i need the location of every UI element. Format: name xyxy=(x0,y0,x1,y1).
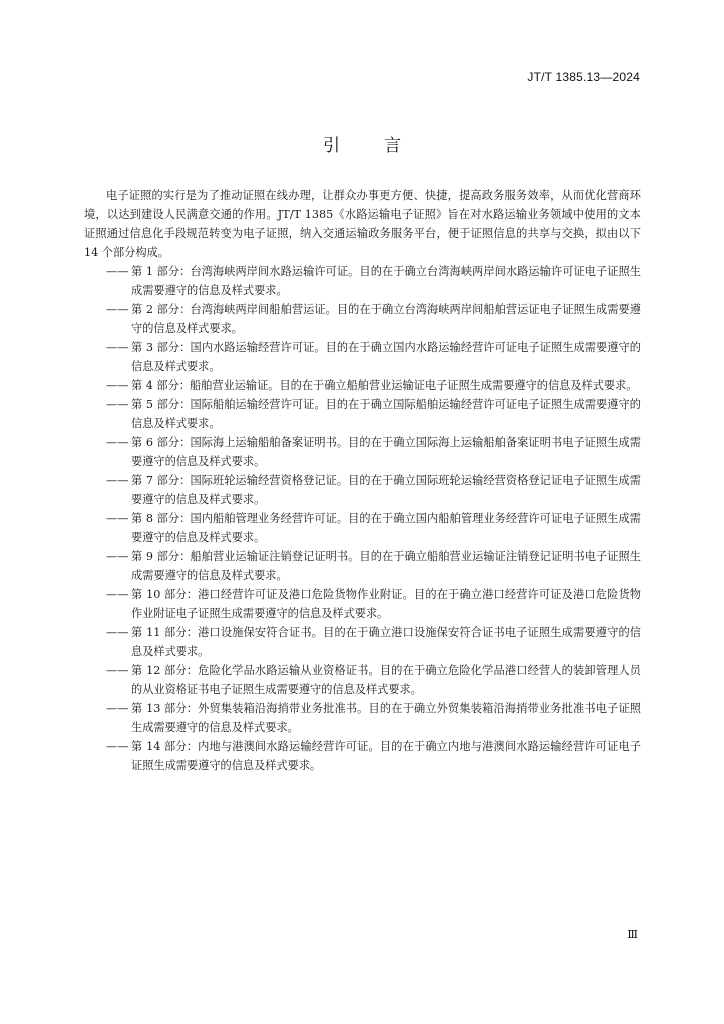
part-text: 第 5 部分：国际船舶运输经营许可证。目的在于确立国际船舶运输经营许可证电子证照生成需要遵守的信息及样式要求。 xyxy=(131,398,641,430)
list-item xyxy=(84,471,641,509)
list-item xyxy=(84,433,641,471)
dash-marker: —— xyxy=(106,626,129,639)
part-text: 第 6 部分：国际海上运输船舶备案证明书。目的在于确立国际海上运输船舶备案证明书电子证照生成需要遵守的信息及样式要求。 xyxy=(131,436,641,468)
part-text: 第 3 部分：国内水路运输经营许可证。目的在于确立国内水路运输经营许可证电子证照生成需要遵守的信息及样式要求。 xyxy=(131,341,641,373)
part-text: 第 14 部分：内地与港澳间水路运输经营许可证。目的在于确立内地与港澳间水路运输经营许可证电子证照生成需要遵守的信息及样式要求。 xyxy=(131,740,641,772)
dash-marker: —— xyxy=(106,379,129,392)
part-text: 第 1 部分：台湾海峡两岸间水路运输许可证。目的在于确立台湾海峡两岸间水路运输许可证电子证照生成需要遵守的信息及样式要求。 xyxy=(131,265,641,297)
list-item xyxy=(84,699,641,737)
dash-marker: —— xyxy=(106,588,129,601)
list-item xyxy=(84,547,641,585)
dash-marker: —— xyxy=(106,740,129,753)
list-item xyxy=(84,338,641,376)
part-text: 第 4 部分：船舶营业运输证。目的在于确立船舶营业运输证电子证照生成需要遵守的信息及样式要求。 xyxy=(131,379,638,392)
dash-marker: —— xyxy=(106,398,129,411)
list-item xyxy=(84,300,641,338)
part-text: 第 13 部分：外贸集装箱沿海捎带业务批准书。目的在于确立外贸集装箱沿海捎带业务批准书电子证照生成需要遵守的信息及样式要求。 xyxy=(131,702,641,734)
part-text: 第 9 部分：船舶营业运输证注销登记证明书。目的在于确立船舶营业运输证注销登记证明书电子证照生成需要遵守的信息及样式要求。 xyxy=(131,550,641,582)
page-title: 引言 xyxy=(323,136,445,156)
dash-marker: —— xyxy=(106,512,129,525)
dash-marker: —— xyxy=(106,550,129,563)
introduction-body xyxy=(84,186,641,775)
dash-marker: —— xyxy=(106,436,129,449)
list-item xyxy=(84,623,641,661)
list-item xyxy=(84,509,641,547)
part-text: 第 8 部分：国内船舶管理业务经营许可证。目的在于确立国内船舶管理业务经营许可证电子证照生成需要遵守的信息及样式要求。 xyxy=(131,512,641,544)
part-text: 第 12 部分：危险化学品水路运输从业资格证书。目的在于确立危险化学品港口经营人的装卸管理人员的从业资格证书电子证照生成需要遵守的信息及样式要求。 xyxy=(131,664,641,696)
list-item xyxy=(84,376,641,395)
list-item xyxy=(84,661,641,699)
part-text: 第 7 部分：国际班轮运输经营资格登记证。目的在于确立国际班轮运输经营资格登记证电子证照生成需要遵守的信息及样式要求。 xyxy=(131,474,641,506)
page-number: Ⅲ xyxy=(627,928,638,941)
dash-marker: —— xyxy=(106,702,129,715)
dash-marker: —— xyxy=(106,341,129,354)
part-text: 第 2 部分：台湾海峡两岸间船舶营运证。目的在于确立台湾海峡两岸间船舶营运证电子证照生成需要遵守的信息及样式要求。 xyxy=(131,303,641,335)
dash-marker: —— xyxy=(106,474,129,487)
list-item xyxy=(84,737,641,775)
dash-marker: —— xyxy=(106,303,129,316)
list-item xyxy=(84,395,641,433)
intro-paragraph: 电子证照的实行是为了推动证照在线办理，让群众办事更方便、快捷，提高政务服务效率，从而优化营商环境，以达到建设人民满意交通的作用。JT/T 1385《水路运输电子证照》旨在对水路运输业务领域中使用的文本证照通过信息化手段规范转变为电子证照，纳入交通运输政务服务平台，便于证照信息的共享与交换，拟由以下 14 个部分构成。 xyxy=(84,189,641,259)
list-item xyxy=(84,585,641,623)
standard-code: JT/T 1385.13—2024 xyxy=(527,70,640,84)
dash-marker: —— xyxy=(106,664,129,677)
part-text: 第 11 部分：港口设施保安符合证书。目的在于确立港口设施保安符合证书电子证照生成需要遵守的信息及样式要求。 xyxy=(131,626,641,658)
list-item xyxy=(84,262,641,300)
parts-list xyxy=(84,262,641,775)
part-text: 第 10 部分：港口经营许可证及港口危险货物作业附证。目的在于确立港口经营许可证及港口危险货物作业附证电子证照生成需要遵守的信息及样式要求。 xyxy=(131,588,641,620)
dash-marker: —— xyxy=(106,265,129,278)
